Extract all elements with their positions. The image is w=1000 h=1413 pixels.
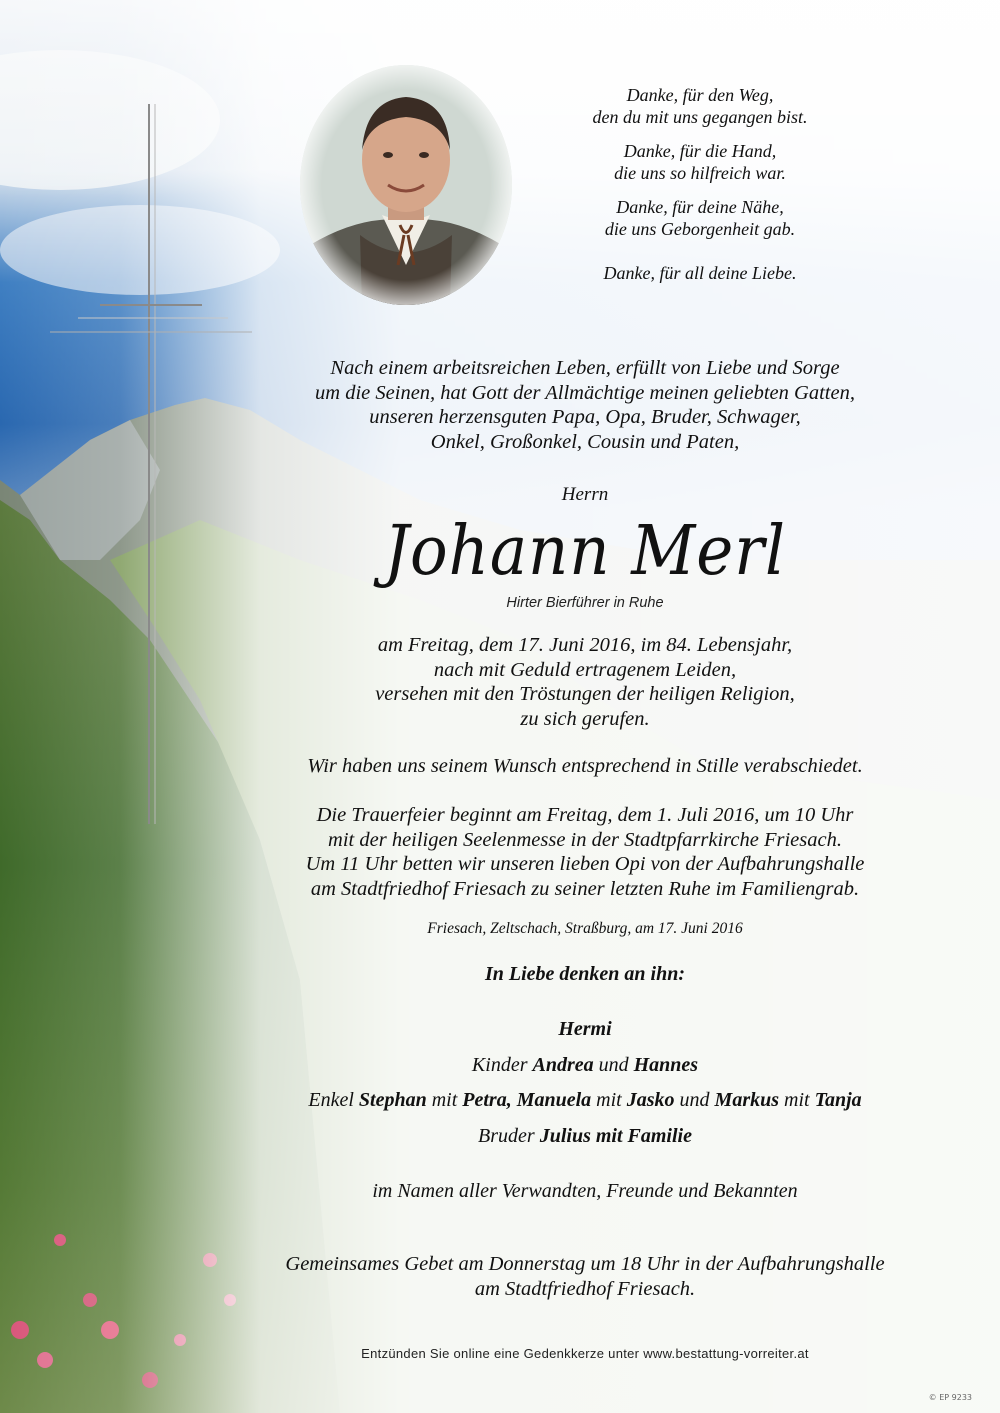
- intro-line: unseren herzensguten Papa, Opa, Bruder, Schwager,: [369, 406, 801, 428]
- joiner-word: mit: [431, 1089, 458, 1111]
- ceremony-details: [170, 803, 1000, 901]
- children-label: Kinder: [471, 1053, 528, 1076]
- child-name: Andrea: [532, 1053, 594, 1076]
- grandchild-name: Markus: [714, 1089, 780, 1111]
- ceremony-line: mit der heiligen Seelenmesse in der Stadtpfarrkirche Friesach.: [328, 828, 842, 851]
- ceremony-line: Um 11 Uhr betten wir unseren lieben Opi von der Aufbahrungshalle: [305, 853, 865, 875]
- prayer-notice: [170, 1252, 1000, 1301]
- ceremony-line: Die Trauerfeier beginnt am Freitag, dem 1. Juli 2016, um 10 Uhr: [316, 804, 854, 826]
- mourner-children: [170, 1048, 1000, 1084]
- death-notice-line: am Freitag, dem 17. Juni 2016, im 84. Lebensjahr,: [377, 634, 793, 656]
- death-notice: [170, 633, 1000, 731]
- poem-stanza: [560, 196, 840, 240]
- poem-line: Danke, für die Hand,: [623, 141, 777, 161]
- brother-name: Julius mit Familie: [539, 1124, 692, 1147]
- poem-stanza: [560, 140, 840, 184]
- deceased-title: Hirter Bierführer in Ruhe: [506, 595, 664, 611]
- joiner-word: und: [598, 1053, 629, 1076]
- poem: [560, 84, 840, 296]
- grandchild-name: Stephan: [358, 1089, 427, 1111]
- poem-line: Danke, für all deine Liebe.: [603, 263, 797, 283]
- death-notice-line: nach mit Geduld ertragenem Leiden,: [433, 658, 737, 681]
- place-date: Friesach, Zeltschach, Straßburg, am 17. Juni 2016: [427, 920, 743, 937]
- grandchild-name: Jasko: [626, 1089, 675, 1111]
- footer-website-note: Entzünden Sie online eine Gedenkkerze unter www.bestattung-vorreiter.at: [361, 1346, 809, 1361]
- mourner-spouse: [170, 1012, 1000, 1048]
- grandchildren-label: Enkel: [308, 1089, 354, 1111]
- print-code: © EP 9233: [928, 1393, 972, 1402]
- grandchild-name: Petra,: [462, 1089, 512, 1111]
- mourners-list: [170, 1012, 1000, 1154]
- intro-paragraph: [170, 356, 1000, 454]
- grandchild-name: Manuela: [516, 1089, 592, 1111]
- relatives-line: im Namen aller Verwandten, Freunde und Bekannten: [372, 1180, 798, 1202]
- prayer-line: am Stadtfriedhof Friesach.: [474, 1277, 696, 1300]
- prayer-line: Gemeinsames Gebet am Donnerstag um 18 Uhr in der Aufbahrungshalle: [285, 1253, 885, 1275]
- joiner-word: mit: [784, 1089, 810, 1111]
- death-notice-line: versehen mit den Tröstungen der heiligen Religion,: [375, 683, 795, 705]
- poem-line: den du mit uns gegangen bist.: [592, 107, 808, 127]
- grandchild-name: Tanja: [814, 1089, 862, 1111]
- joiner-word: mit: [596, 1089, 622, 1111]
- poem-line: Danke, für den Weg,: [626, 85, 774, 105]
- poem-line: Danke, für deine Nähe,: [616, 197, 784, 217]
- deceased-portrait: [300, 65, 512, 305]
- ceremony-line: am Stadtfriedhof Friesach zu seiner letzten Ruhe im Familiengrab.: [310, 877, 860, 900]
- deceased-name: Johann Merl: [384, 512, 786, 591]
- farewell-text: Wir haben uns seinem Wunsch entsprechend in Stille verabschiedet.: [307, 755, 863, 777]
- poem-line: die uns so hilfreich war.: [614, 163, 786, 183]
- death-notice-line: zu sich gerufen.: [520, 707, 650, 730]
- mourner-brother: [170, 1119, 1000, 1155]
- intro-line: um die Seinen, hat Gott der Allmächtige meinen geliebten Gatten,: [315, 381, 855, 404]
- intro-line: Nach einem arbeitsreichen Leben, erfüllt von Liebe und Sorge: [330, 357, 840, 379]
- poem-line: die uns Geborgenheit gab.: [604, 219, 796, 239]
- brother-label: Bruder: [478, 1124, 535, 1147]
- remember-heading: In Liebe denken an ihn:: [484, 963, 686, 985]
- salutation: Herrn: [561, 484, 609, 505]
- mourner-grandchildren: [170, 1083, 1000, 1119]
- joiner-word: und: [679, 1089, 710, 1111]
- poem-stanza: [560, 84, 840, 128]
- spouse-name: Hermi: [558, 1018, 612, 1040]
- poem-stanza: [560, 262, 840, 284]
- child-name: Hannes: [633, 1053, 699, 1076]
- intro-line: Onkel, Großonkel, Cousin und Paten,: [430, 430, 740, 453]
